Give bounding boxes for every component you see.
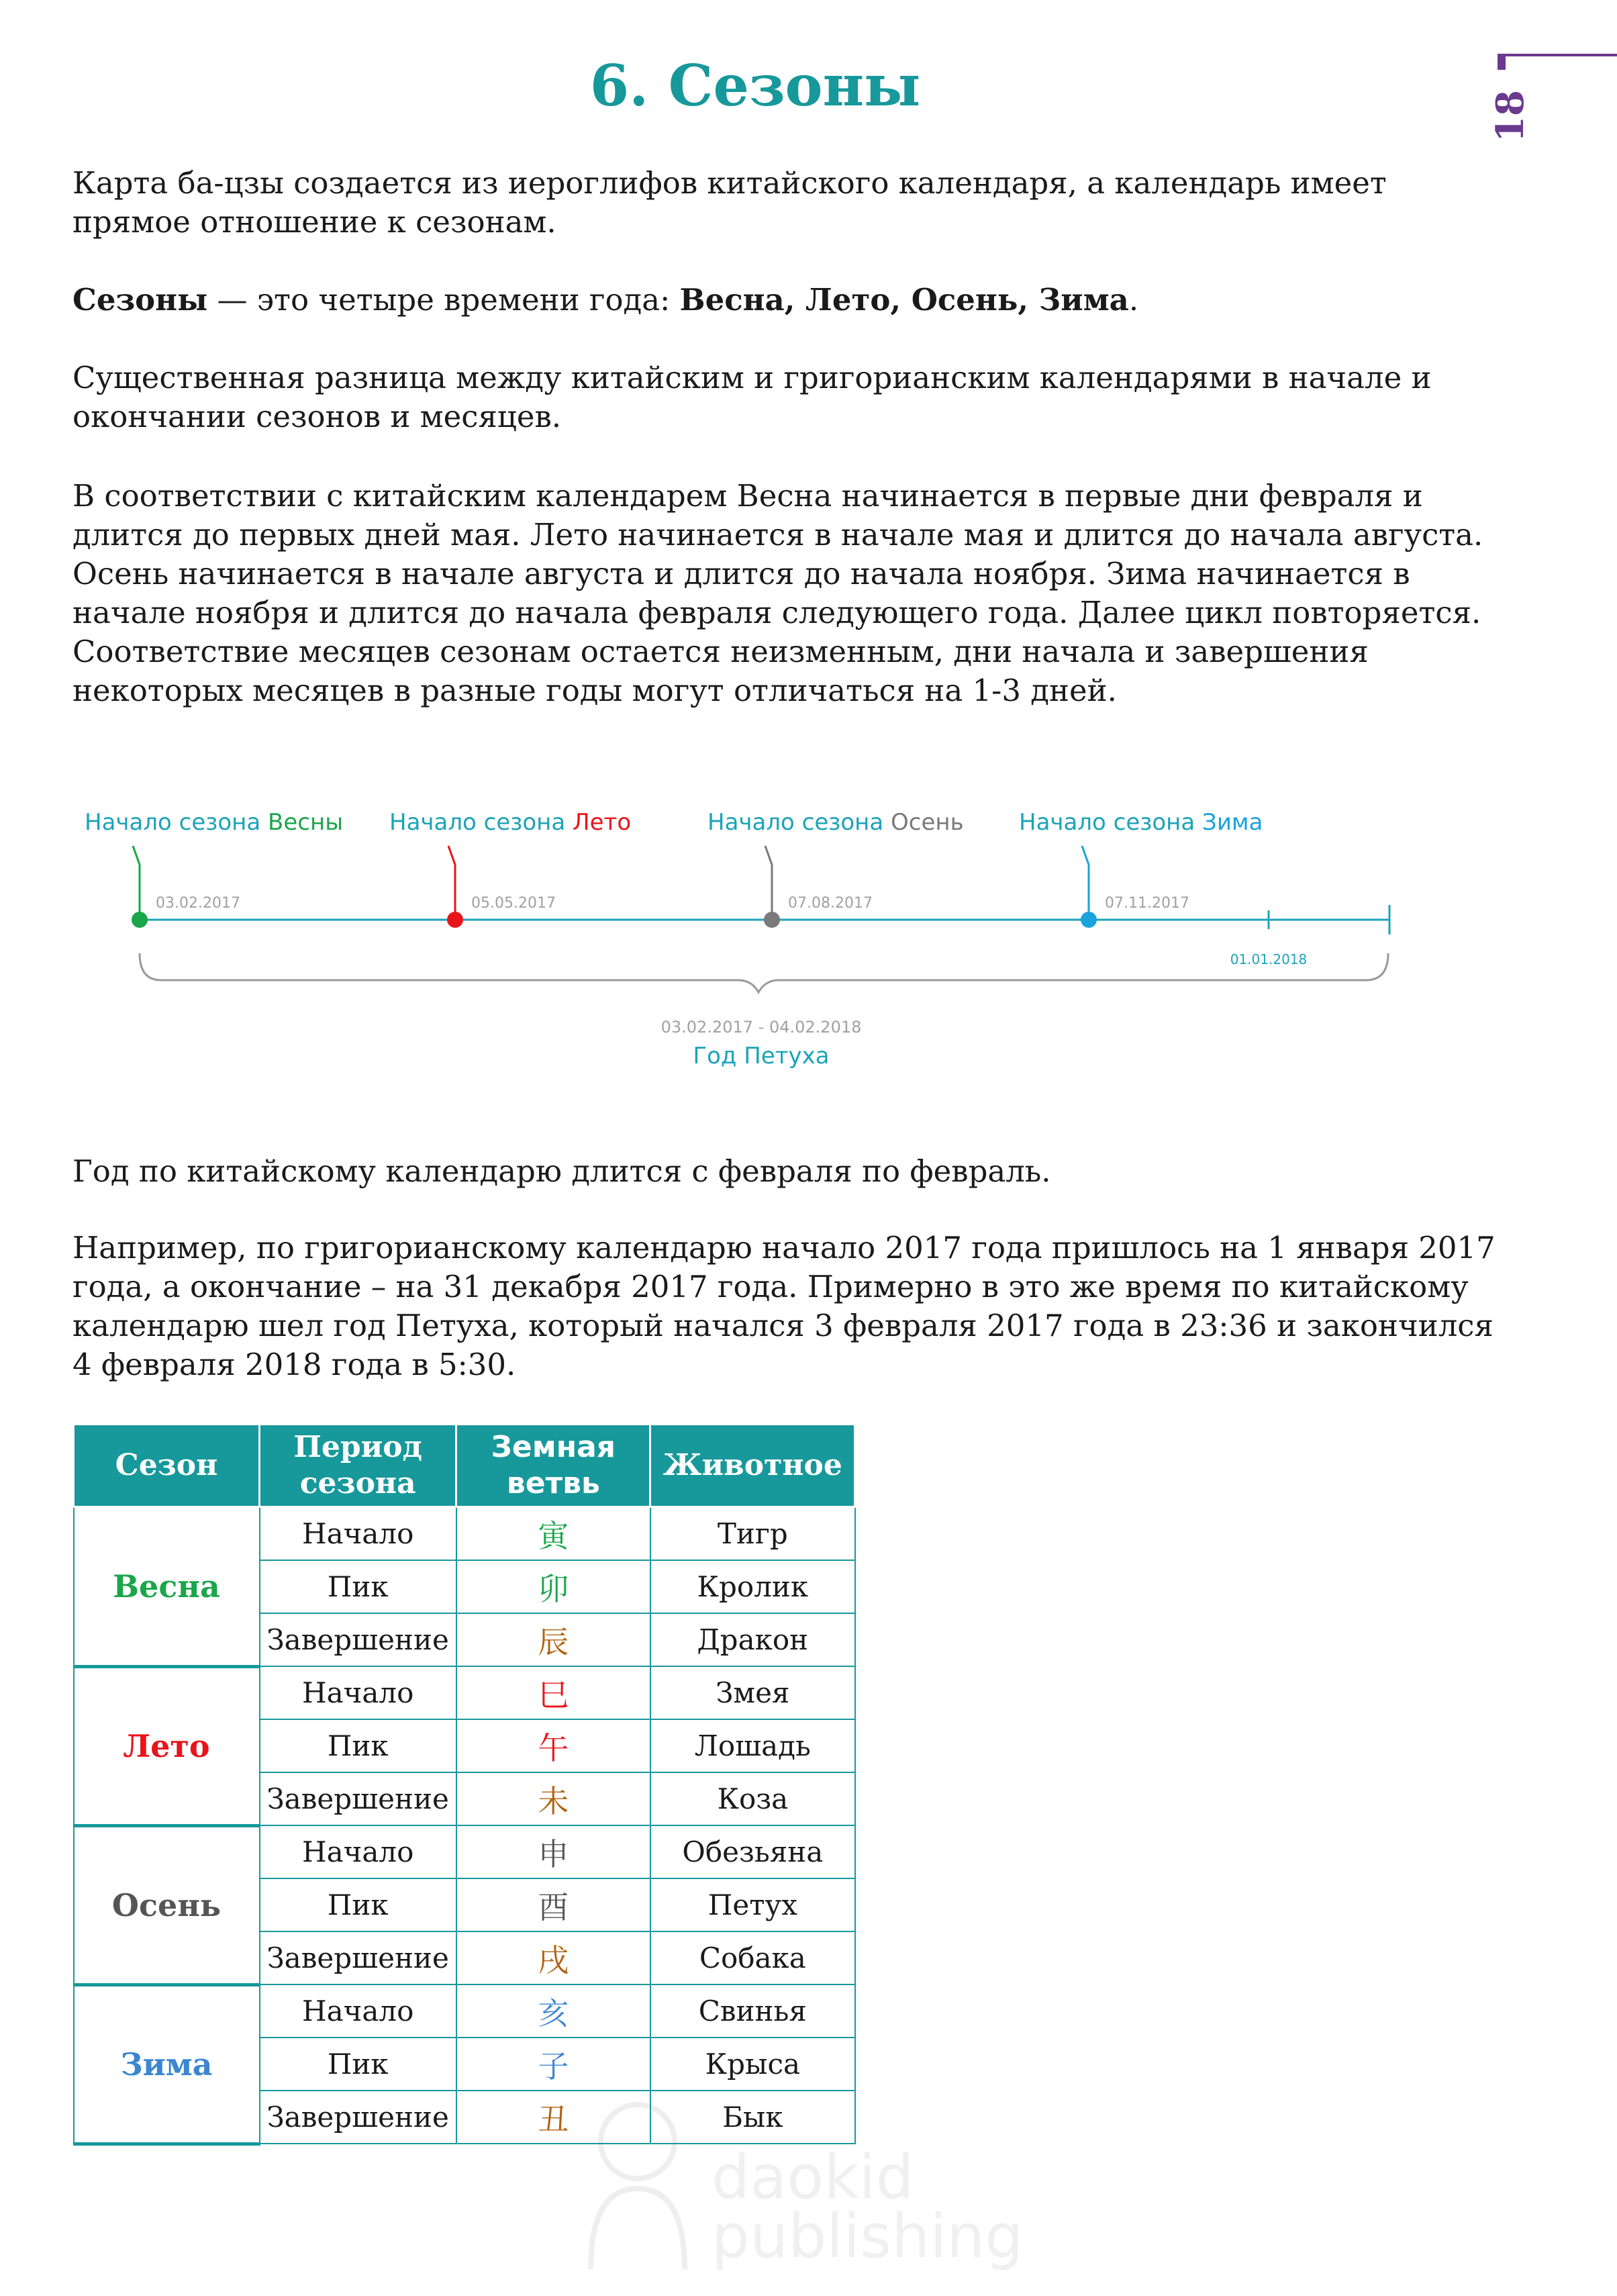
- page-number-tab: [1487, 54, 1538, 148]
- branch-cell: 戌: [456, 1931, 650, 1984]
- publisher-watermark: [577, 2095, 1047, 2296]
- header-branch: Земная ветвь: [456, 1425, 650, 1507]
- animal-cell: Тигр: [650, 1507, 855, 1561]
- timeline-connector: [765, 846, 772, 920]
- animal-cell: Бык: [650, 2091, 855, 2144]
- timeline-markers: [85, 809, 1263, 928]
- paragraph-difference: Существенная разница между китайским и григорианским календарями в начале и окончании сезонов и месяцев.: [72, 360, 1432, 434]
- branch-cell: 卯: [456, 1560, 650, 1613]
- paragraph-season-dates: В соответствии с китайским календарем Весна начинается в первые дни февраля и длится до первых дней мая. Лето начинается в начале мая и длится до начала августа. Осень начинается в начале августа и длится до начала ноября. Зима начинается в начале ноября и длится до начала февраля следующего года. Далее цикл повторяется. Соответствие месяцев сезонам остается неизменным, дни начала и завершения некоторых месяцев в разные годы могут отличаться на 1-3 дней.: [72, 478, 1483, 708]
- table-body: [74, 1507, 855, 2144]
- branch-cell: 申: [456, 1825, 650, 1878]
- timeline-marker-label: Начало сезона Весны: [85, 809, 344, 836]
- branch-cell: 酉: [456, 1878, 650, 1931]
- page-title: 6. Сезоны: [589, 52, 921, 119]
- period-cell: Пик: [260, 2038, 456, 2091]
- term-seasons: Сезоны: [72, 282, 208, 318]
- watermark-line2: publishing: [712, 2201, 1024, 2272]
- header-period: Период сезона: [260, 1425, 456, 1507]
- header-season: Сезон: [74, 1425, 260, 1507]
- table-row: [74, 1666, 855, 1719]
- animal-cell: Коза: [650, 1772, 855, 1825]
- period-cell: Завершение: [260, 1613, 456, 1666]
- paragraph-example: Например, по григорианскому календарю начало 2017 года пришлось на 1 января 2017 года, а окончание – на 31 декабря 2017 года. Примерно в это же время по китайскому календарю шел год Петуха, который начался 3 февраля 2017 года в 23:36 и закончился 4 февраля 2018 года в 5:30.: [72, 1230, 1496, 1382]
- year-span-dates: 03.02.2017 - 04.02.2018: [660, 1018, 862, 1037]
- timeline-marker-date: 07.08.2017: [788, 895, 873, 912]
- period-cell: Начало: [260, 1666, 456, 1719]
- branch-cell: 寅: [456, 1507, 650, 1561]
- period-cell: Пик: [260, 1560, 456, 1613]
- period-cell: Завершение: [260, 1772, 456, 1825]
- definition-text: — это четыре времени года:: [207, 282, 680, 318]
- year-span-label: Год Петуха: [693, 1043, 830, 1069]
- page-number: 18: [1487, 90, 1532, 142]
- watermark-line1: daokid: [712, 2142, 914, 2213]
- paragraph-intro: Карта ба-цзы создается из иероглифов китайского календаря, а календарь имеет прямое отношение к сезонам.: [72, 165, 1387, 240]
- season-timeline: [67, 765, 1410, 1088]
- paragraph-chinese-year: Год по китайскому календарю длится с февраля по февраль.: [72, 1153, 1051, 1189]
- table-row: [74, 1825, 855, 1878]
- animal-cell: Петух: [650, 1878, 855, 1931]
- paragraph-seasons-definition: [72, 281, 1509, 320]
- timeline-connector: [133, 846, 140, 920]
- animal-cell: Кролик: [650, 1560, 855, 1613]
- timeline-marker-dot: [447, 912, 463, 928]
- period-cell: Завершение: [260, 2091, 456, 2144]
- animal-cell: Крыса: [650, 2038, 855, 2091]
- timeline-marker-label: Начало сезона Лето: [389, 809, 632, 836]
- season-cell: Весна: [74, 1507, 260, 1667]
- header-animal: Животное: [650, 1425, 855, 1507]
- table-header-row: [74, 1425, 855, 1507]
- season-cell: Лето: [74, 1666, 260, 1825]
- timeline-connector: [448, 846, 455, 920]
- watermark-text: [712, 2142, 1024, 2272]
- timeline-marker-label: Начало сезона Осень: [707, 809, 964, 836]
- timeline-marker-dot: [764, 912, 780, 928]
- animal-cell: Обезьяна: [650, 1825, 855, 1878]
- period-cell: Начало: [260, 1984, 456, 2038]
- year-span-brace: [140, 953, 1388, 992]
- period-cell: Пик: [260, 1878, 456, 1931]
- period-cell: Завершение: [260, 1931, 456, 1984]
- period-cell: Начало: [260, 1825, 456, 1878]
- timeline-marker-dot: [132, 912, 148, 928]
- branch-cell: 未: [456, 1772, 650, 1825]
- animal-cell: Дракон: [650, 1613, 855, 1666]
- timeline-marker-label: Начало сезона Зима: [1019, 809, 1263, 836]
- period-cell: Пик: [260, 1719, 456, 1772]
- timeline-marker-date: 07.11.2017: [1105, 895, 1189, 912]
- season-cell: Зима: [74, 1984, 260, 2144]
- period-cell: Начало: [260, 1507, 456, 1561]
- animal-cell: Свинья: [650, 1984, 855, 2038]
- timeline-marker-date: 03.02.2017: [156, 895, 240, 912]
- new-year-date: 01.01.2018: [1230, 951, 1308, 967]
- branch-cell: 午: [456, 1719, 650, 1772]
- definition-end: .: [1128, 282, 1139, 318]
- branch-cell: 亥: [456, 1984, 650, 2038]
- branch-cell: 丑: [456, 2091, 650, 2144]
- page-number-rule: [1503, 54, 1617, 56]
- watermark-figure-icon: [577, 2095, 698, 2269]
- timeline-connector: [1082, 846, 1089, 920]
- branch-cell: 辰: [456, 1613, 650, 1666]
- table-row: [74, 1984, 855, 2038]
- table-row: [74, 1507, 855, 1561]
- timeline-svg: [67, 765, 1410, 1088]
- animal-cell: Собака: [650, 1931, 855, 1984]
- animal-cell: Змея: [650, 1666, 855, 1719]
- season-list: Весна, Лето, Осень, Зима: [679, 282, 1129, 318]
- seasons-table: [72, 1423, 856, 2146]
- animal-cell: Лошадь: [650, 1719, 855, 1772]
- season-cell: Осень: [74, 1825, 260, 1984]
- timeline-marker-dot: [1081, 912, 1097, 928]
- branch-cell: 巳: [456, 1666, 650, 1719]
- page-number-bar: [1498, 54, 1506, 70]
- branch-cell: 子: [456, 2038, 650, 2091]
- timeline-marker-date: 05.05.2017: [471, 895, 556, 912]
